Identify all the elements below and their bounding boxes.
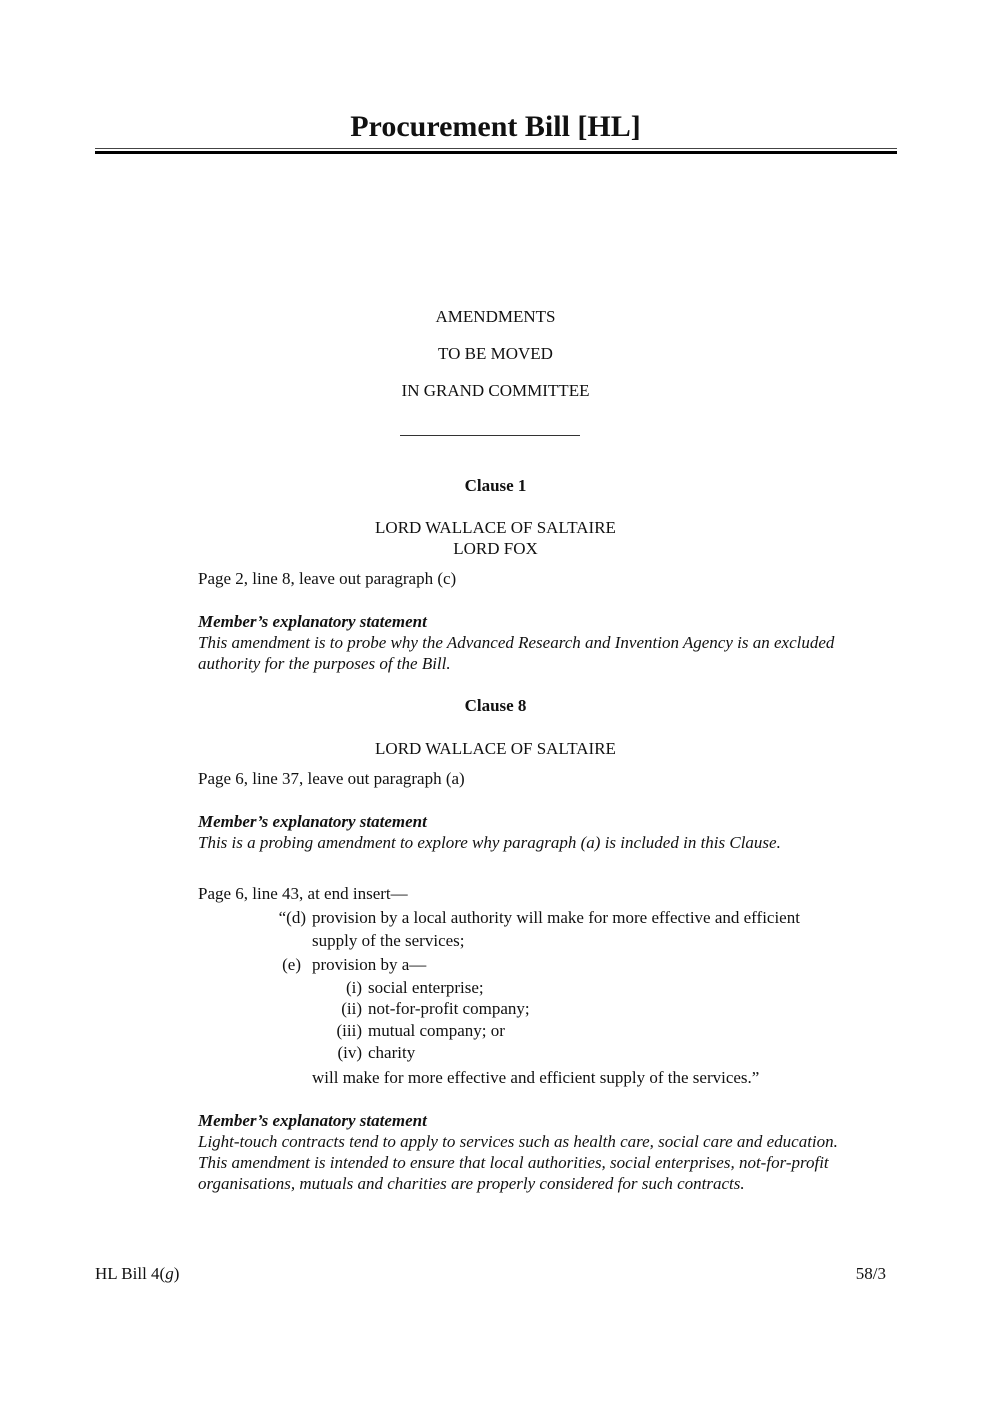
bill-title: Procurement Bill [HL] (350, 110, 641, 143)
mes-text: This is a probing amendment to explore why paragraph (a) is included in this Clause. (198, 833, 781, 852)
mes-heading: Member’s explanatory statement (198, 612, 427, 631)
mes-text: This amendment is intended to ensure that local authorities, social enterprises, not-for-profit (198, 1153, 829, 1172)
member-name: LORD FOX (453, 539, 538, 558)
heading-line: AMENDMENTS (435, 307, 556, 326)
sub-text: social enterprise; (368, 978, 484, 997)
sub-label: (ii) (341, 999, 362, 1018)
amendment-text: Page 6, line 37, leave out paragraph (a) (198, 769, 465, 788)
bill-letter: g (165, 1264, 174, 1283)
heading-line: IN GRAND COMMITTEE (401, 381, 590, 400)
mes-heading: Member’s explanatory statement (198, 812, 427, 831)
sub-text: mutual company; or (368, 1021, 505, 1040)
divider (400, 435, 580, 436)
amendment-text: Page 2, line 8, leave out paragraph (c) (198, 569, 457, 588)
bill-number (95, 1263, 179, 1285)
mes-heading: Member’s explanatory statement (198, 1111, 427, 1130)
title-rule-thick (95, 151, 897, 154)
sub-label: (i) (345, 978, 362, 997)
clause-heading: Clause 8 (464, 696, 527, 715)
sub-text: charity (368, 1043, 416, 1062)
mes-text: organisations, mutuals and charities are properly considered for such contracts. (198, 1174, 745, 1193)
closing-text: will make for more effective and efficient supply of the services.” (312, 1068, 760, 1087)
page-number: 58/3 (855, 1264, 886, 1283)
member-name: LORD WALLACE OF SALTAIRE (375, 739, 616, 758)
mes-text: authority for the purposes of the Bill. (198, 654, 451, 673)
heading-line: TO BE MOVED (438, 344, 553, 363)
mes-text: This amendment is to probe why the Advanced Research and Invention Agency is an excluded (198, 633, 835, 652)
member-name: LORD WALLACE OF SALTAIRE (375, 518, 616, 537)
para-text: supply of the services; (312, 931, 465, 950)
title-rule-thin (95, 148, 897, 149)
amendment-text: Page 6, line 43, at end insert— (198, 884, 408, 903)
sub-label: (iv) (337, 1043, 362, 1062)
clause-heading: Clause 1 (464, 476, 527, 495)
mes-text: Light-touch contracts tend to apply to services such as health care, social care and education. (198, 1132, 838, 1151)
para-label: “(d) (278, 908, 306, 927)
para-label: (e) (282, 955, 301, 974)
bill-prefix: HL Bill 4( (95, 1264, 166, 1283)
bill-suffix: ) (173, 1264, 180, 1283)
sub-text: not-for-profit company; (368, 999, 530, 1018)
sub-label: (iii) (336, 1021, 362, 1040)
para-text: provision by a— (312, 955, 427, 974)
para-text: provision by a local authority will make for more effective and efficient (312, 908, 800, 927)
